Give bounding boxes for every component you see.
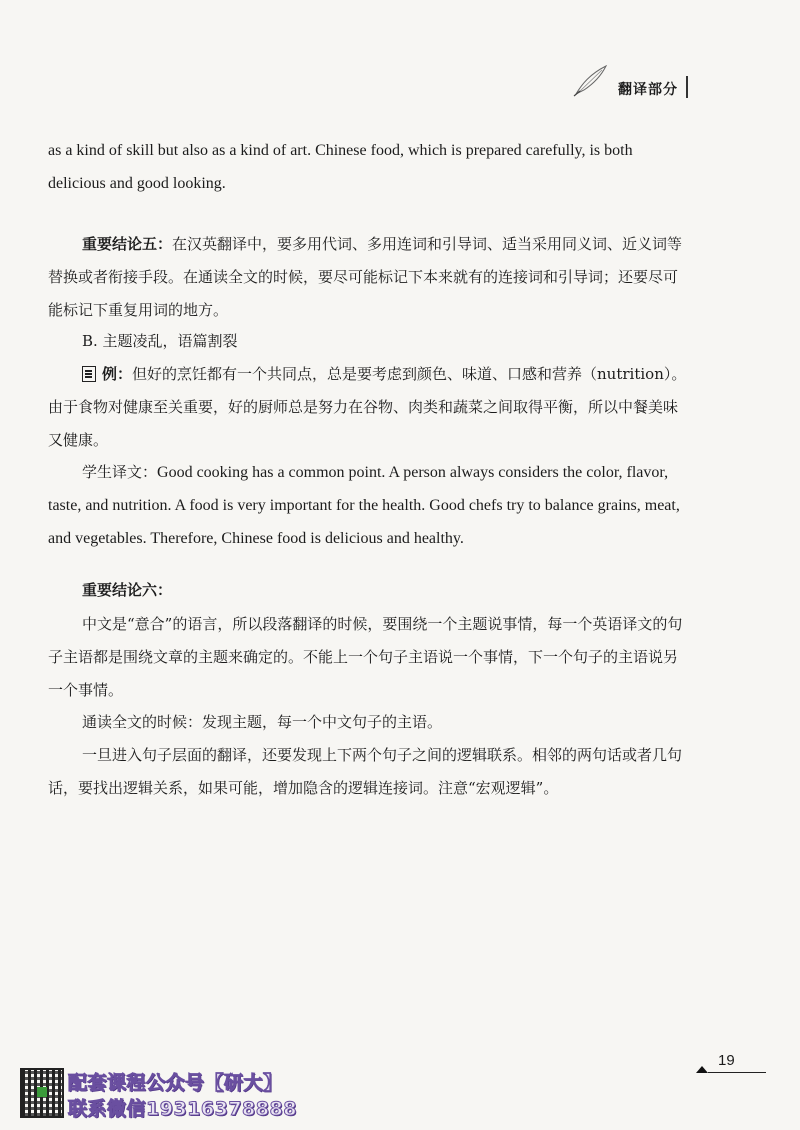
student-translation [48, 456, 690, 555]
conclusion-six-p2 [48, 706, 690, 739]
conclusion-five [48, 228, 690, 327]
header-divider [686, 76, 688, 98]
conclusion-six-p3-text: 一旦进入句子层面的翻译，还要发现上下两个句子之间的逻辑联系。相邻的两句话或者几句话，要找出逻辑关系，如果可能，增加隐含的逻辑连接词。注意“宏观逻辑”。 [48, 746, 683, 797]
page-rule [708, 1072, 766, 1073]
conclusion-six-p3 [48, 739, 690, 805]
student-label: 学生译文： [82, 463, 158, 481]
conclusion-six-p2-text: 通读全文的时候：发现主题，每一个中文句子的主语。 [82, 713, 443, 731]
page-header [572, 62, 772, 102]
section-b-heading [48, 325, 690, 358]
text-line-2: delicious and good looking. [48, 175, 226, 192]
example-icon [82, 366, 96, 382]
conclusion-five-text: 在汉英翻译中，要多用代词、多用连词和引导词、适当采用同义词、近义词等替换或者衔接手段。在通读全文的时候，要尽可能标记下本来就有的连接词和引导词；还要尽可能标记下重复用词的地方。 [48, 235, 683, 319]
student-text: Good cooking has a common point. A person always considers the color, flavor, taste, and nutrition. A food is very important for the health. Good chefs try to balance grains, meat, and vegetables. Therefore, Chinese food is delicious and healthy. [48, 464, 680, 547]
conclusion-six-p1 [48, 608, 690, 707]
text-line-1: as a kind of skill but also as a kind of art. Chinese food, which is prepared carefully, is both [48, 142, 633, 159]
watermark-line-1: 配套课程公众号【研大】 [68, 1072, 283, 1094]
example-text: 但好的烹饪都有一个共同点，总是要考虑到颜色、味道、口感和营养（nutrition）。由于食物对健康至关重要，好的厨师总是努力在谷物、肉类和蔬菜之间取得平衡，所以中餐美味又健康。 [48, 365, 687, 449]
conclusion-five-label: 重要结论五： [82, 235, 173, 253]
qr-code-center [37, 1087, 47, 1097]
conclusion-six-label: 重要结论六： [82, 581, 173, 599]
section-title: 翻译部分 [618, 82, 678, 98]
text-line [48, 134, 690, 167]
watermark-line-2: 联系微信19316378888 [68, 1098, 297, 1120]
example-paragraph [48, 358, 690, 457]
page-arrow-icon [696, 1066, 708, 1073]
text-line [48, 167, 690, 200]
section-b-heading-text: B. 主题凌乱，语篇割裂 [82, 332, 238, 350]
quill-pen-icon [572, 62, 612, 98]
conclusion-six-heading [48, 574, 690, 607]
page-number: 19 [718, 1052, 735, 1069]
example-label: 例： [102, 365, 133, 383]
conclusion-six-p1-text: 中文是“意合”的语言，所以段落翻译的时候，要围绕一个主题说事情，每一个英语译文的句子主语都是围绕文章的主题来确定的。不能上一个句子主语说一个事情，下一个句子的主语说另一个事情。 [48, 615, 683, 699]
